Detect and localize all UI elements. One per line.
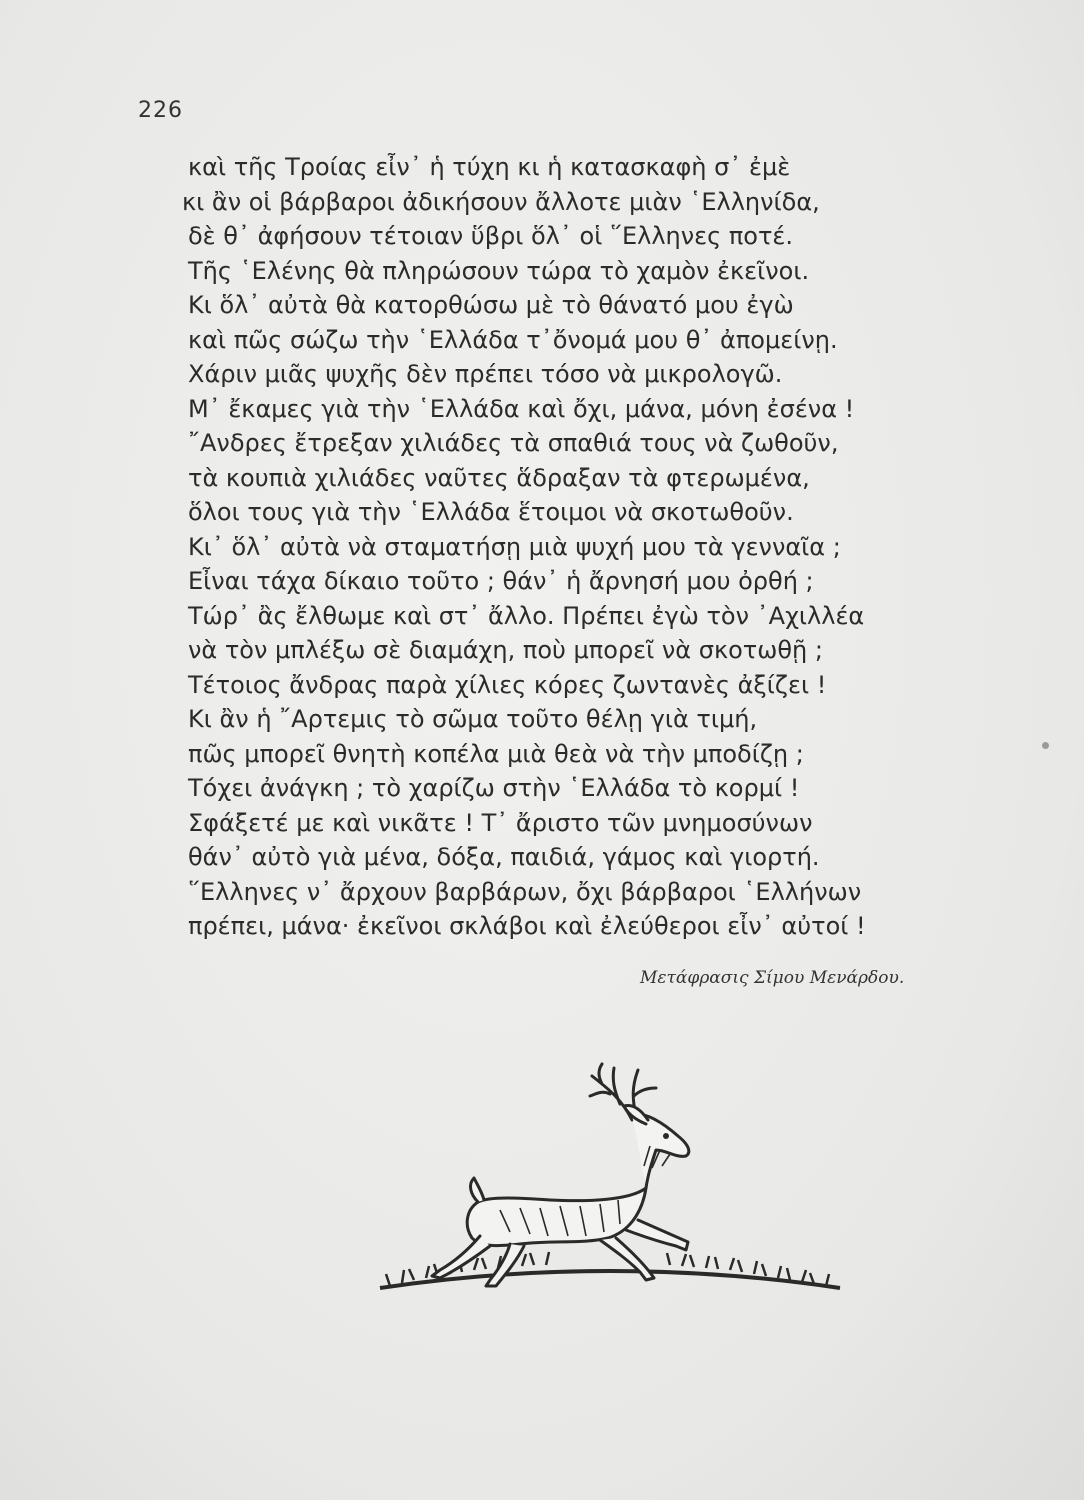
poem-line: Κι᾽ ὅλ᾽ αὐτὰ νὰ σταματήσῃ μιὰ ψυχή μου τὰ γενναῖα ; (188, 532, 841, 561)
poem-line: Μ᾽ ἔκαμες γιὰ τὴν ῾Ελλάδα καὶ ὄχι, μάνα, μόνη ἐσένα ! (188, 394, 855, 423)
poem-line: κι ἂν οἱ βάρβαροι ἀδικήσουν ἄλλοτε μιὰν ῾Ελληνίδα, (182, 187, 820, 216)
poem (182, 150, 988, 944)
page-speck (1042, 742, 1049, 749)
poem-line: Κι ὅλ᾽ αὐτὰ θὰ κατορθώσω μὲ τὸ θάνατό μου ἐγὼ (188, 291, 794, 319)
poem-line: θάν᾽ αὐτὸ γιὰ μένα, δόξα, παιδιά, γάμος καὶ γιορτή. (188, 843, 820, 871)
poem-line: Σφάξετέ με καὶ νικᾶτε ! Τ᾽ ἄριστο τῶν μνημοσύνων (188, 808, 813, 837)
poem-line: Τέτοιος ἄνδρας παρὰ χίλιες κόρες ζωντανὲς ἀξίζει ! (188, 670, 827, 699)
poem-line: νὰ τὸν μπλέξω σὲ διαμάχη, ποὺ μπορεῖ νὰ σκοτωθῇ ; (188, 636, 823, 664)
poem-line: Χάριν μιᾶς ψυχῆς δὲν πρέπει τόσο νὰ μικρολογῶ. (188, 360, 783, 388)
poem-line: ῎Ανδρες ἔτρεξαν χιλιάδες τὰ σπαθιά τους νὰ ζωθοῦν, (188, 429, 839, 457)
poem-line: Τῆς ῾Ελένης θὰ πληρώσουν τώρα τὸ χαμὸν ἐκεῖνοι. (188, 256, 810, 285)
deer-woodcut-icon (370, 1050, 850, 1330)
poem-line: ὅλοι τους γιὰ τὴν ῾Ελλάδα ἕτοιμοι νὰ σκοτωθοῦν. (188, 498, 794, 526)
poem-line: πρέπει, μάνα· ἐκεῖνοι σκλάβοι καὶ ἐλεύθεροι εἶν᾽ αὐτοί ! (188, 912, 866, 940)
page-number: 226 (138, 98, 183, 123)
poem-line: καὶ πῶς σώζω τὴν ῾Ελλάδα τ᾽ὄνομά μου θ᾽ ἀπομείνῃ. (188, 325, 838, 354)
poem-line: Τώρ᾽ ἂς ἔλθωμε καὶ στ᾽ ἄλλο. Πρέπει ἐγὼ τὸν ᾽Αχιλλέα (188, 601, 865, 630)
translator-attribution: Μετάφρασις Σίμου Μενάρδου. (640, 968, 905, 988)
poem-line: ῞Ελληνες ν᾽ ἄρχουν βαρβάρων, ὄχι βάρβαροι ῾Ελλήνων (188, 877, 862, 906)
poem-line: δὲ θ᾽ ἀφήσουν τέτοιαν ὕβρι ὅλ᾽ οἱ ῞Ελληνες ποτέ. (188, 222, 794, 250)
poem-line: Τόχει ἀνάγκη ; τὸ χαρίζω στὴν ῾Ελλάδα τὸ κορμί ! (188, 774, 800, 802)
poem-line: τὰ κουπιὰ χιλιάδες ναῦτες ἅδραξαν τὰ φτερωμένα, (188, 463, 810, 492)
poem-line: Κι ἂν ἡ ῎Αρτεμις τὸ σῶμα τοῦτο θέλῃ γιὰ τιμή, (188, 705, 758, 733)
poem-line: Εἶναι τάχα δίκαιο τοῦτο ; θάν᾽ ἡ ἄρνησή μου ὀρθή ; (188, 567, 814, 595)
poem-line: καὶ τῆς Τροίας εἶν᾽ ἡ τύχη κι ἡ κατασκαφὴ σ᾽ ἐμὲ (188, 153, 791, 181)
poem-line: πῶς μπορεῖ θνητὴ κοπέλα μιὰ θεὰ νὰ τὴν μποδίζῃ ; (188, 739, 804, 768)
